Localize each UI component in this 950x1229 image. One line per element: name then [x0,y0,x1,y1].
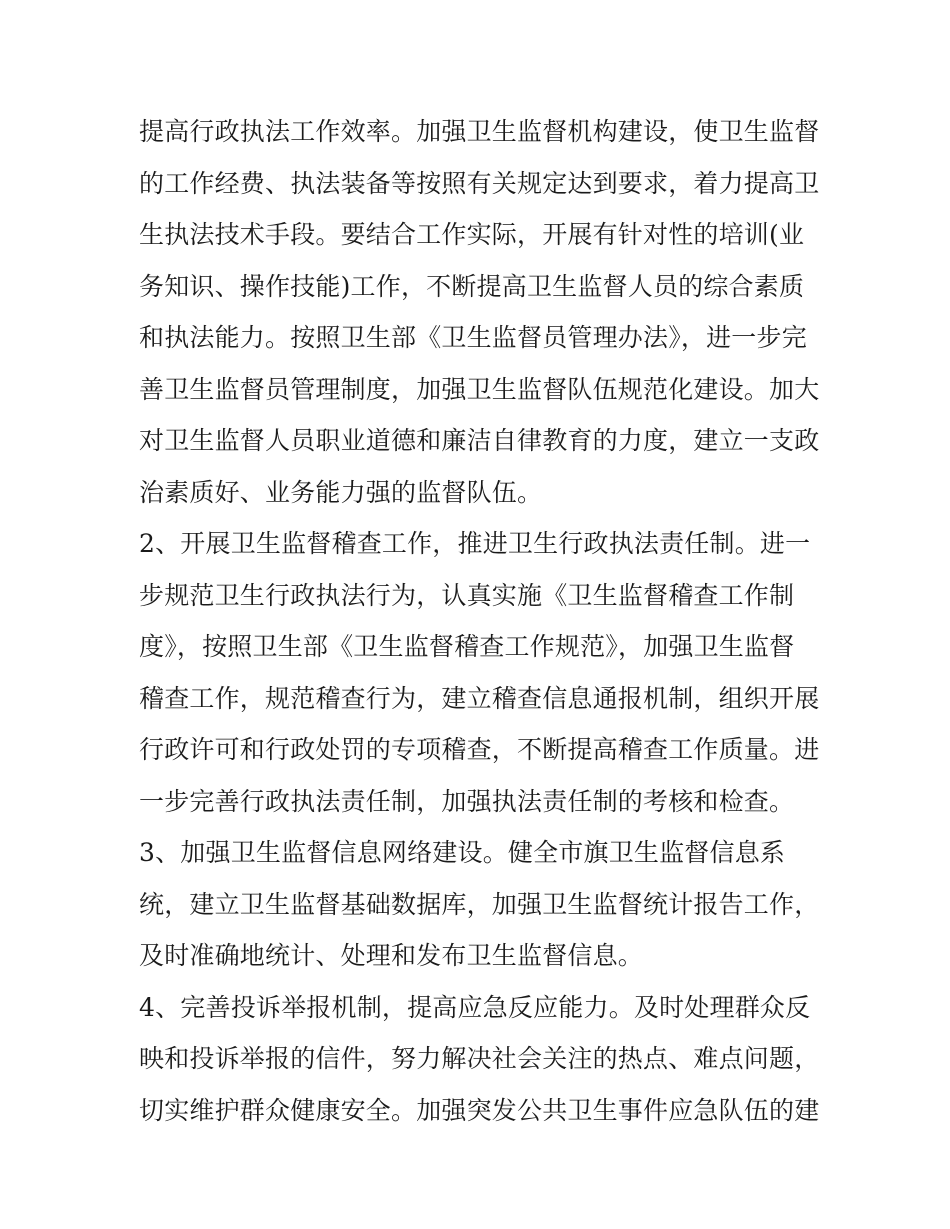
text-line: 4、完善投诉举报机制，提高应急反应能力。及时处理群众反 [139,992,811,1022]
text-line: 度》，按照卫生部《卫生监督稽查工作规范》，加强卫生监督 [139,632,795,661]
text-line: 映和投诉举报的信件，努力解决社会关注的热点、难点问题， [139,1044,819,1073]
document-body [139,106,819,1136]
text-line: 提高行政执法工作效率。加强卫生监督机构建设，使卫生监督 [139,117,819,146]
text-line: 统，建立卫生监督基础数据库，加强卫生监督统计报告工作， [139,889,819,919]
text-line: 步规范卫生行政执法行为，认真实施《卫生监督稽查工作制 [139,580,795,610]
text-line: 对卫生监督人员职业道德和廉洁自律教育的力度，建立一支政 [139,426,819,455]
text-line: 治素质好、业务能力强的监督队伍。 [139,477,543,507]
text-line: 和执法能力。按照卫生部《卫生监督员管理办法》，进一步完 [139,323,807,352]
text-line: 生执法技术手段。要结合工作实际，开展有针对性的培训(业 [139,220,805,249]
text-line: 善卫生监督员管理制度，加强卫生监督队伍规范化建设。加大 [139,374,819,404]
text-line: 及时准确地统计、处理和发布卫生监督信息。 [139,941,644,970]
text-line: 行政许可和行政处罚的专项稽查，不断提高稽查工作质量。进 [139,735,819,764]
text-line: 一步完善行政执法责任制，加强执法责任制的考核和检查。 [139,786,795,816]
text-line: 3、加强卫生监督信息网络建设。健全市旗卫生监督信息系 [139,838,786,867]
text-line: 稽查工作，规范稽查行为，建立稽查信息通报机制，组织开展 [139,683,819,713]
text-line: 的工作经费、执法装备等按照有关规定达到要求，着力提高卫 [139,168,819,198]
text-line: 切实维护群众健康安全。加强突发公共卫生事件应急队伍的建 [139,1095,819,1125]
text-line: 务知识、操作技能)工作，不断提高卫生监督人员的综合素质 [139,271,805,301]
text-line: 2、开展卫生监督稽查工作，推进卫生行政执法责任制。进一 [139,529,811,558]
